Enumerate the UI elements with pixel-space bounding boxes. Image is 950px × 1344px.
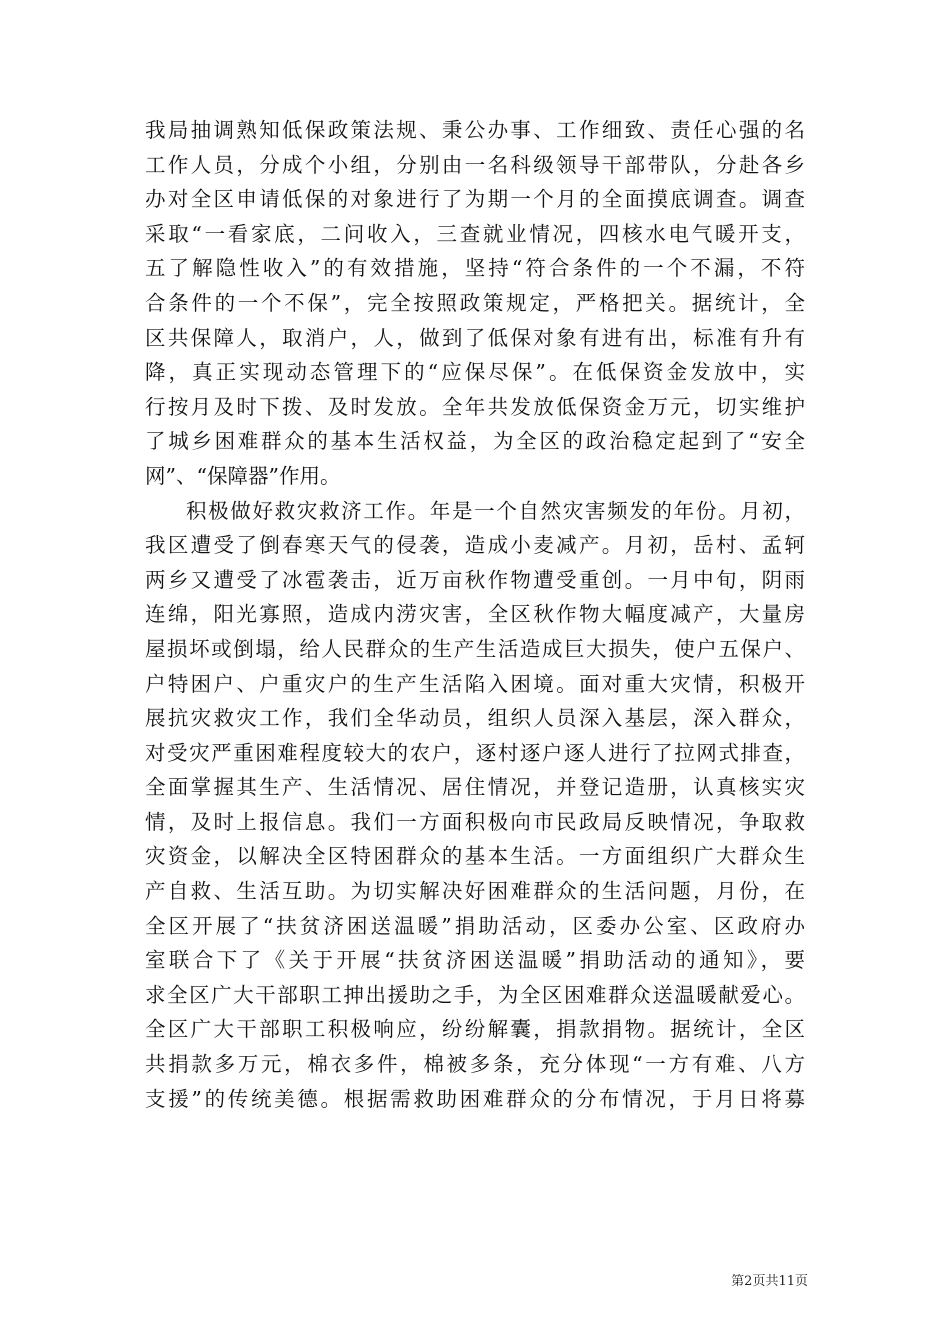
text-line: 我区遭受了倒春寒天气的侵袭，造成小麦减产。月初，岳村、孟轲 [145, 533, 805, 558]
text-line: 网”、“保障器”作用。 [145, 463, 341, 488]
text-line: 连绵，阳光寡照，造成内涝灾害，全区秋作物大幅度减产，大量房 [145, 602, 805, 627]
text-line: 对受灾严重困难程度较大的农户，逐村逐户逐人进行了拉网式排查， [145, 740, 805, 765]
text-line: 室联合下了《关于开展“扶贫济困送温暖”捐助活动的通知》，要 [145, 948, 805, 973]
text-line: 区共保障人，取消户，人，做到了低保对象有进有出，标准有升有 [145, 325, 805, 350]
text-line: 户特困户、户重灾户的生产生活陷入困境。面对重大灾情，积极开 [145, 671, 805, 696]
text-line: 行按月及时下拨、及时发放。全年共发放低保资金万元，切实维护 [145, 394, 805, 419]
text-line: 合条件的一个不保”，完全按照政策规定，严格把关。据统计，全 [145, 290, 805, 315]
text-line: 情，及时上报信息。我们一方面积极向市民政局反映情况，争取救 [145, 809, 805, 834]
text-line: 产自救、生活互助。为切实解决好困难群众的生活问题，月份，在 [145, 879, 805, 904]
text-line: 我局抽调熟知低保政策法规、秉公办事、工作细致、责任心强的名 [145, 118, 805, 142]
text-line: 两乡又遭受了冰雹袭击，近万亩秋作物遭受重创。一月中旬，阴雨 [145, 567, 805, 592]
text-line: 了城乡困难群众的基本生活权益，为全区的政治稳定起到了“安全 [145, 429, 805, 454]
text-line: 共捐款多万元，棉衣多件，棉被多条，充分体现“一方有难、八方 [145, 1052, 805, 1077]
text-line: 全面掌握其生产、生活情况、居住情况，并登记造册，认真核实灾 [145, 775, 805, 800]
text-line: 办对全区申请低保的对象进行了为期一个月的全面摸底调查。调查 [145, 187, 805, 212]
text-line: 工作人员，分成个小组，分别由一名科级领导干部带队，分赴各乡 [145, 152, 805, 177]
text-line: 全区开展了“扶贫济困送温暖”捐助活动，区委办公室、区政府办 [145, 913, 805, 938]
text-line: 屋损坏或倒塌，给人民群众的生产生活造成巨大损失，使户五保户、 [145, 636, 805, 661]
text-line: 展抗灾救灾工作，我们全华动员，组织人员深入基层，深入群众， [145, 706, 805, 731]
text-line: 全区广大干部职工积极响应，纷纷解囊，捐款捐物。据统计，全区 [145, 1017, 805, 1042]
page-number: 第2页共11页 [731, 1274, 808, 1289]
document-body [145, 113, 805, 1116]
text-line: 降，真正实现动态管理下的“应保尽保”。在低保资金发放中，实 [145, 360, 805, 385]
text-line: 灾资金，以解决全区特困群众的基本生活。一方面组织广大群众生 [145, 844, 805, 869]
paragraph-first-line: 积极做好救灾救济工作。年是一个自然灾害频发的年份。月初， [186, 498, 805, 523]
text-line: 求全区广大干部职工抻出援助之手，为全区困难群众送温暖献爱心。 [145, 982, 805, 1007]
text-line: 采取“一看家底，二问收入，三查就业情况，四核水电气暖开支， [145, 221, 805, 246]
text-line: 五了解隐性收入”的有效措施，坚持“符合条件的一个不漏，不符 [145, 256, 805, 281]
text-line: 支援”的传统美德。根据需救助困难群众的分布情况，于月日将募 [145, 1086, 805, 1111]
